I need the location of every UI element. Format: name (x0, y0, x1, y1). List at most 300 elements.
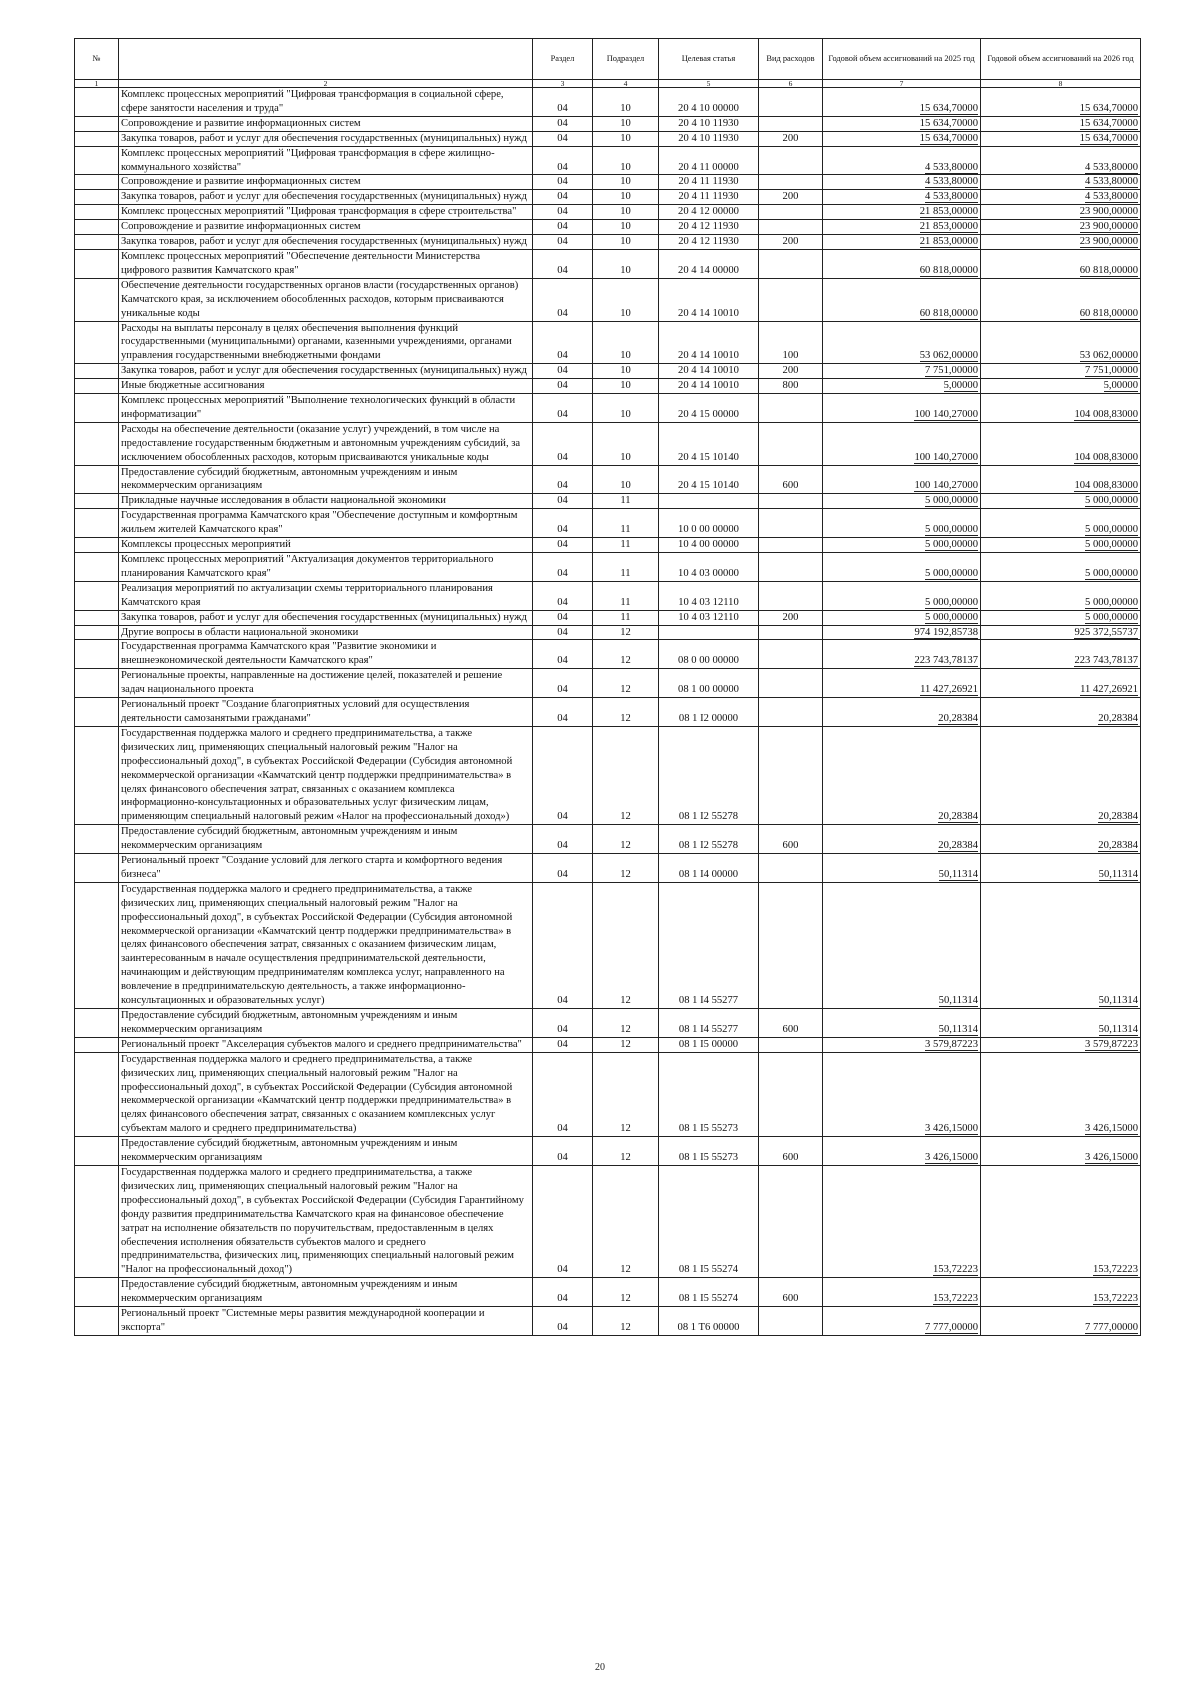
table-row (75, 465, 1141, 494)
amount-2025-value: 15 634,70000 (919, 117, 978, 129)
amount-2026-value: 15 634,70000 (1079, 102, 1138, 114)
expense-type-cell: 600 (759, 1137, 823, 1166)
section-cell: 04 (533, 509, 593, 538)
target-article-cell: 20 4 12 11930 (659, 235, 759, 250)
target-article-cell: 20 4 10 00000 (659, 88, 759, 117)
column-number: 5 (659, 80, 759, 88)
row-name-cell: Государственная поддержка малого и среднего предпринимательства, а также физических лиц, применяющих специальный налоговый режим "Налог на профессиональный доход", в субъектах Российской Федерации (Субсидия автономной некоммерческой организации «Камчатский центр поддержки предпринимательства» в целях финансового обеспечения затрат, связанных с оказанием физическим лицам, заинтересованным в начале осуществления предпринимательской деятельности, начинающим и действующим предпринимателям комплекса услуг, направленного на вовлечение в предпринимательскую деятельность, а также информационно-консультационных и образовательных услуг) (119, 882, 533, 1008)
row-number-cell (75, 131, 119, 146)
amount-2026-cell (981, 465, 1141, 494)
row-name-cell: Реализация мероприятий по актуализации схемы территориального планирования Камчатского края (119, 581, 533, 610)
amount-2025-value: 5 000,00000 (925, 539, 978, 551)
amount-2026-value: 5 000,00000 (1085, 567, 1138, 579)
expense-type-cell (759, 698, 823, 727)
amount-2025-cell (823, 321, 981, 364)
section-cell: 04 (533, 88, 593, 117)
amount-2026-value: 50,11314 (1098, 1023, 1138, 1035)
column-number: 7 (823, 80, 981, 88)
row-number-cell (75, 116, 119, 131)
subsection-cell: 12 (593, 825, 659, 854)
amount-2026-cell (981, 509, 1141, 538)
row-name-cell: Государственная программа Камчатского края "Развитие экономики и внешнеэкономической деятельности Камчатского края" (119, 640, 533, 669)
amount-2026-cell (981, 249, 1141, 278)
table-row (75, 1137, 1141, 1166)
row-number-cell (75, 625, 119, 640)
section-cell: 04 (533, 235, 593, 250)
target-article-cell: 08 1 I4 00000 (659, 854, 759, 883)
section-cell: 04 (533, 640, 593, 669)
amount-2026-cell (981, 1052, 1141, 1136)
amount-2026-value: 5 000,00000 (1085, 539, 1138, 551)
section-cell: 04 (533, 278, 593, 321)
table-row (75, 205, 1141, 220)
expense-type-cell (759, 146, 823, 175)
section-cell: 04 (533, 581, 593, 610)
row-number-cell (75, 1137, 119, 1166)
amount-2026-cell (981, 854, 1141, 883)
amount-2025-cell (823, 553, 981, 582)
row-name-cell: Государственная программа Камчатского края "Обеспечение доступным и комфортным жильем жителей Камчатского края" (119, 509, 533, 538)
subsection-cell: 10 (593, 116, 659, 131)
amount-2025-cell (823, 394, 981, 423)
subsection-cell: 10 (593, 205, 659, 220)
table-row (75, 146, 1141, 175)
expense-type-cell: 100 (759, 321, 823, 364)
section-cell: 04 (533, 249, 593, 278)
section-cell: 04 (533, 116, 593, 131)
subsection-cell: 10 (593, 88, 659, 117)
section-cell: 04 (533, 175, 593, 190)
subsection-cell: 12 (593, 1052, 659, 1136)
table-row (75, 509, 1141, 538)
subsection-cell: 12 (593, 1278, 659, 1307)
row-name-cell: Региональные проекты, направленные на достижение целей, показателей и решение задач национального проекта (119, 669, 533, 698)
section-cell: 04 (533, 825, 593, 854)
target-article-cell: 10 4 03 12110 (659, 610, 759, 625)
target-article-cell: 20 4 15 00000 (659, 394, 759, 423)
amount-2025-cell (823, 175, 981, 190)
row-number-cell (75, 1165, 119, 1277)
amount-2026-cell (981, 235, 1141, 250)
subsection-cell: 10 (593, 190, 659, 205)
subsection-cell: 12 (593, 854, 659, 883)
table-row (75, 175, 1141, 190)
amount-2026-cell (981, 321, 1141, 364)
target-article-cell: 20 4 11 00000 (659, 146, 759, 175)
row-name-cell: Государственная поддержка малого и среднего предпринимательства, а также физических лиц, применяющих специальный налоговый режим "Налог на профессиональный доход", в субъектах Российской Федерации (Субсидия Гарантийному фонду развития предпринимательства Камчатского края на финансовое обеспечение затрат на исполнение обязательств по поручительствам, предоставленным в целях обеспечения исполнения обязательств субъектов малого и среднего предпринимательства, физических лиц, применяющих специальный налоговый режим "Налог на профессиональный доход") (119, 1165, 533, 1277)
row-number-cell (75, 1052, 119, 1136)
expense-type-cell (759, 220, 823, 235)
row-name-cell: Комплекс процессных мероприятий "Цифровая трансформация в сфере строительства" (119, 205, 533, 220)
amount-2025-value: 21 853,00000 (919, 206, 978, 218)
amount-2025-cell (823, 88, 981, 117)
subsection-cell: 10 (593, 364, 659, 379)
amount-2025-value: 5 000,00000 (925, 567, 978, 579)
expense-type-cell: 600 (759, 825, 823, 854)
section-cell: 04 (533, 1165, 593, 1277)
amount-2025-value: 53 062,00000 (919, 350, 978, 362)
row-number-cell (75, 698, 119, 727)
subsection-cell: 10 (593, 321, 659, 364)
amount-2026-value: 3 426,15000 (1085, 1152, 1138, 1164)
amount-2025-value: 100 140,27000 (914, 451, 978, 463)
row-name-cell: Региональный проект "Создание благоприятных условий для осуществления деятельности самозанятыми гражданами" (119, 698, 533, 727)
subsection-cell: 10 (593, 465, 659, 494)
table-row (75, 321, 1141, 364)
amount-2025-cell (823, 1052, 981, 1136)
amount-2025-value: 5 000,00000 (925, 611, 978, 623)
section-cell: 04 (533, 205, 593, 220)
header-expense-type: Вид расходов (759, 39, 823, 80)
expense-type-cell (759, 669, 823, 698)
amount-2026-cell (981, 625, 1141, 640)
expense-type-cell (759, 494, 823, 509)
table-row (75, 88, 1141, 117)
expense-type-cell: 600 (759, 1009, 823, 1038)
amount-2025-value: 153,72223 (932, 1293, 978, 1305)
section-cell: 04 (533, 698, 593, 727)
section-cell: 04 (533, 321, 593, 364)
row-number-cell (75, 278, 119, 321)
column-number-row (75, 80, 1141, 88)
expense-type-cell: 600 (759, 465, 823, 494)
header-subsection: Подраздел (593, 39, 659, 80)
expense-type-cell: 200 (759, 131, 823, 146)
expense-type-cell: 600 (759, 1278, 823, 1307)
section-cell: 04 (533, 465, 593, 494)
target-article-cell: 20 4 14 00000 (659, 249, 759, 278)
row-name-cell: Другие вопросы в области национальной экономики (119, 625, 533, 640)
target-article-cell: 20 4 14 10010 (659, 278, 759, 321)
row-name-cell: Комплекс процессных мероприятий "Обеспечение деятельности Министерства цифрового развития Камчатского края" (119, 249, 533, 278)
expense-type-cell: 200 (759, 610, 823, 625)
row-number-cell (75, 553, 119, 582)
row-name-cell: Региональный проект "Акселерация субъектов малого и среднего предпринимательства" (119, 1037, 533, 1052)
expense-type-cell (759, 1165, 823, 1277)
target-article-cell: 20 4 11 11930 (659, 190, 759, 205)
expense-type-cell (759, 278, 823, 321)
amount-2026-cell (981, 88, 1141, 117)
table-row (75, 379, 1141, 394)
table-row (75, 640, 1141, 669)
amount-2026-value: 5 000,00000 (1085, 596, 1138, 608)
section-cell: 04 (533, 538, 593, 553)
row-number-cell (75, 581, 119, 610)
row-name-cell: Расходы на обеспечение деятельности (оказание услуг) учреждений, в том числе на предоставление государственным бюджетным и автономным учреждениям субсидий, за исключением обособленных расходов, которым присваиваются уникальные коды (119, 422, 533, 465)
amount-2025-cell (823, 726, 981, 824)
expense-type-cell (759, 422, 823, 465)
column-number: 3 (533, 80, 593, 88)
amount-2025-value: 4 533,80000 (925, 191, 978, 203)
column-number: 1 (75, 80, 119, 88)
target-article-cell: 20 4 11 11930 (659, 175, 759, 190)
amount-2026-value: 104 008,83000 (1074, 451, 1138, 463)
amount-2026-value: 15 634,70000 (1079, 132, 1138, 144)
amount-2025-cell (823, 131, 981, 146)
amount-2026-value: 5 000,00000 (1085, 524, 1138, 536)
subsection-cell: 11 (593, 494, 659, 509)
column-number: 4 (593, 80, 659, 88)
amount-2025-value: 20,28384 (938, 712, 978, 724)
table-body (75, 88, 1141, 1336)
expense-type-cell (759, 175, 823, 190)
amount-2025-cell (823, 1165, 981, 1277)
amount-2025-cell (823, 538, 981, 553)
header-name (119, 39, 533, 80)
amount-2025-cell (823, 1278, 981, 1307)
section-cell: 04 (533, 1137, 593, 1166)
subsection-cell: 10 (593, 278, 659, 321)
table-row (75, 364, 1141, 379)
row-number-cell (75, 1009, 119, 1038)
expense-type-cell (759, 553, 823, 582)
amount-2026-cell (981, 538, 1141, 553)
amount-2025-value: 5 000,00000 (925, 495, 978, 507)
amount-2025-value: 5 000,00000 (925, 596, 978, 608)
amount-2025-cell (823, 146, 981, 175)
section-cell: 04 (533, 131, 593, 146)
amount-2026-cell (981, 882, 1141, 1008)
amount-2026-cell (981, 1009, 1141, 1038)
target-article-cell: 08 1 I5 55273 (659, 1052, 759, 1136)
expense-type-cell (759, 882, 823, 1008)
amount-2025-value: 50,11314 (938, 868, 978, 880)
amount-2026-cell (981, 1137, 1141, 1166)
table-row (75, 1165, 1141, 1277)
section-cell: 04 (533, 610, 593, 625)
amount-2025-value: 100 140,27000 (914, 408, 978, 420)
subsection-cell: 11 (593, 610, 659, 625)
table-row (75, 394, 1141, 423)
row-name-cell: Закупка товаров, работ и услуг для обеспечения государственных (муниципальных) нужд (119, 235, 533, 250)
expense-type-cell (759, 1052, 823, 1136)
expense-type-cell (759, 509, 823, 538)
subsection-cell: 12 (593, 669, 659, 698)
row-name-cell: Обеспечение деятельности государственных органов власти (государственных органов) Камчатского края, за исключением обособленных расходов, которым присваиваются уникальные коды (119, 278, 533, 321)
amount-2026-cell (981, 131, 1141, 146)
section-cell: 04 (533, 882, 593, 1008)
row-name-cell: Комплекс процессных мероприятий "Цифровая трансформация в сфере жилищно-коммунального хозяйства" (119, 146, 533, 175)
amount-2025-value: 5 000,00000 (925, 524, 978, 536)
row-name-cell: Комплекс процессных мероприятий "Цифровая трансформация в социальной сфере, сфере занятости населения и труда" (119, 88, 533, 117)
amount-2025-cell (823, 882, 981, 1008)
amount-2026-value: 5 000,00000 (1085, 611, 1138, 623)
amount-2025-value: 7 751,00000 (925, 365, 978, 377)
section-cell: 04 (533, 1052, 593, 1136)
subsection-cell: 11 (593, 581, 659, 610)
header-amount-2025: Годовой объем ассигнований на 2025 год (823, 39, 981, 80)
amount-2025-cell (823, 625, 981, 640)
row-number-cell (75, 220, 119, 235)
amount-2026-cell (981, 379, 1141, 394)
row-number-cell (75, 465, 119, 494)
header-section: Раздел (533, 39, 593, 80)
subsection-cell: 12 (593, 1165, 659, 1277)
section-cell: 04 (533, 1307, 593, 1336)
amount-2026-value: 153,72223 (1092, 1293, 1138, 1305)
amount-2025-cell (823, 698, 981, 727)
amount-2026-value: 7 751,00000 (1085, 365, 1138, 377)
expense-type-cell (759, 1307, 823, 1336)
target-article-cell: 10 4 00 00000 (659, 538, 759, 553)
amount-2026-value: 23 900,00000 (1079, 206, 1138, 218)
subsection-cell: 11 (593, 553, 659, 582)
expense-type-cell: 200 (759, 364, 823, 379)
target-article-cell: 20 4 12 00000 (659, 205, 759, 220)
table-row (75, 581, 1141, 610)
amount-2025-cell (823, 235, 981, 250)
column-number: 8 (981, 80, 1141, 88)
expense-type-cell: 200 (759, 235, 823, 250)
row-name-cell: Сопровождение и развитие информационных систем (119, 220, 533, 235)
expense-type-cell (759, 581, 823, 610)
row-number-cell (75, 190, 119, 205)
amount-2026-value: 20,28384 (1098, 712, 1138, 724)
row-name-cell: Предоставление субсидий бюджетным, автономным учреждениям и иным некоммерческим организациям (119, 1137, 533, 1166)
amount-2025-value: 50,11314 (938, 995, 978, 1007)
row-number-cell (75, 1278, 119, 1307)
target-article-cell: 10 0 00 00000 (659, 509, 759, 538)
amount-2026-value: 23 900,00000 (1079, 221, 1138, 233)
table-row (75, 220, 1141, 235)
target-article-cell: 08 1 I5 55273 (659, 1137, 759, 1166)
amount-2026-cell (981, 610, 1141, 625)
amount-2026-cell (981, 394, 1141, 423)
amount-2025-value: 974 192,85738 (914, 626, 978, 638)
target-article-cell: 08 1 I4 55277 (659, 1009, 759, 1038)
amount-2025-value: 60 818,00000 (919, 307, 978, 319)
amount-2025-value: 60 818,00000 (919, 264, 978, 276)
amount-2025-value: 4 533,80000 (925, 176, 978, 188)
row-number-cell (75, 538, 119, 553)
subsection-cell: 12 (593, 882, 659, 1008)
target-article-cell: 08 1 00 00000 (659, 669, 759, 698)
table-row (75, 1278, 1141, 1307)
amount-2026-value: 5 000,00000 (1085, 495, 1138, 507)
amount-2026-cell (981, 1307, 1141, 1336)
table-row (75, 422, 1141, 465)
amount-2025-cell (823, 190, 981, 205)
column-number: 6 (759, 80, 823, 88)
table-row (75, 882, 1141, 1008)
expense-type-cell (759, 205, 823, 220)
row-number-cell (75, 825, 119, 854)
amount-2025-cell (823, 465, 981, 494)
expense-type-cell (759, 88, 823, 117)
amount-2026-cell (981, 1165, 1141, 1277)
subsection-cell: 10 (593, 175, 659, 190)
row-name-cell: Предоставление субсидий бюджетным, автономным учреждениям и иным некоммерческим организациям (119, 825, 533, 854)
target-article-cell: 20 4 15 10140 (659, 422, 759, 465)
row-number-cell (75, 88, 119, 117)
section-cell: 04 (533, 394, 593, 423)
row-name-cell: Иные бюджетные ассигнования (119, 379, 533, 394)
section-cell: 04 (533, 1009, 593, 1038)
table-row (75, 553, 1141, 582)
amount-2025-cell (823, 1137, 981, 1166)
section-cell: 04 (533, 726, 593, 824)
row-name-cell: Региональный проект "Создание условий для легкого старта и комфортного ведения бизнеса" (119, 854, 533, 883)
table-row (75, 669, 1141, 698)
table-row (75, 610, 1141, 625)
row-name-cell: Предоставление субсидий бюджетным, автономным учреждениям и иным некоммерческим организациям (119, 1009, 533, 1038)
row-name-cell: Расходы на выплаты персоналу в целях обеспечения выполнения функций государственными (муниципальными) органами, казенными учреждениями, органами управления государственными внебюджетными фондами (119, 321, 533, 364)
amount-2026-cell (981, 116, 1141, 131)
subsection-cell: 10 (593, 422, 659, 465)
amount-2025-cell (823, 1009, 981, 1038)
column-number: 2 (119, 80, 533, 88)
table-row (75, 116, 1141, 131)
amount-2026-value: 20,28384 (1098, 840, 1138, 852)
amount-2026-cell (981, 422, 1141, 465)
amount-2026-value: 60 818,00000 (1079, 307, 1138, 319)
amount-2026-value: 4 533,80000 (1085, 176, 1138, 188)
expense-type-cell (759, 1037, 823, 1052)
row-number-cell (75, 205, 119, 220)
amount-2026-cell (981, 553, 1141, 582)
amount-2025-cell (823, 379, 981, 394)
amount-2025-cell (823, 364, 981, 379)
target-article-cell: 20 4 10 11930 (659, 116, 759, 131)
row-number-cell (75, 1037, 119, 1052)
target-article-cell: 20 4 12 11930 (659, 220, 759, 235)
table-row (75, 494, 1141, 509)
page-number: 20 (595, 1662, 605, 1673)
table-row (75, 825, 1141, 854)
table-row (75, 249, 1141, 278)
section-cell: 04 (533, 1278, 593, 1307)
table-row (75, 698, 1141, 727)
row-number-cell (75, 321, 119, 364)
section-cell: 04 (533, 625, 593, 640)
subsection-cell: 10 (593, 379, 659, 394)
expense-type-cell (759, 625, 823, 640)
table-row (75, 726, 1141, 824)
target-article-cell: 20 4 14 10010 (659, 364, 759, 379)
amount-2026-cell (981, 581, 1141, 610)
row-number-cell (75, 249, 119, 278)
amount-2026-value: 4 533,80000 (1085, 161, 1138, 173)
row-name-cell: Государственная поддержка малого и среднего предпринимательства, а также физических лиц, применяющих специальный налоговый режим "Налог на профессиональный доход", в субъектах Российской Федерации (Субсидия автономной некоммерческой организации «Камчатский центр поддержки предпринимательства» в целях финансового обеспечения затрат, связанных с оказанием комплексных услуг субъектам малого и среднего предпринимательства) (119, 1052, 533, 1136)
target-article-cell: 10 4 03 00000 (659, 553, 759, 582)
section-cell: 04 (533, 190, 593, 205)
amount-2026-value: 53 062,00000 (1079, 350, 1138, 362)
amount-2025-value: 153,72223 (932, 1264, 978, 1276)
amount-2025-cell (823, 640, 981, 669)
section-cell: 04 (533, 220, 593, 235)
amount-2026-value: 20,28384 (1098, 811, 1138, 823)
row-number-cell (75, 175, 119, 190)
target-article-cell (659, 625, 759, 640)
amount-2025-cell (823, 205, 981, 220)
amount-2025-value: 223 743,78137 (914, 655, 978, 667)
table-row (75, 235, 1141, 250)
row-number-cell (75, 509, 119, 538)
row-number-cell (75, 379, 119, 394)
amount-2026-cell (981, 146, 1141, 175)
amount-2025-cell (823, 610, 981, 625)
section-cell: 04 (533, 422, 593, 465)
table-row (75, 1037, 1141, 1052)
amount-2025-cell (823, 509, 981, 538)
section-cell: 04 (533, 669, 593, 698)
amount-2025-cell (823, 1307, 981, 1336)
amount-2025-value: 4 533,80000 (925, 161, 978, 173)
target-article-cell: 08 0 00 00000 (659, 640, 759, 669)
subsection-cell: 12 (593, 1009, 659, 1038)
amount-2026-cell (981, 220, 1141, 235)
table-row (75, 1052, 1141, 1136)
